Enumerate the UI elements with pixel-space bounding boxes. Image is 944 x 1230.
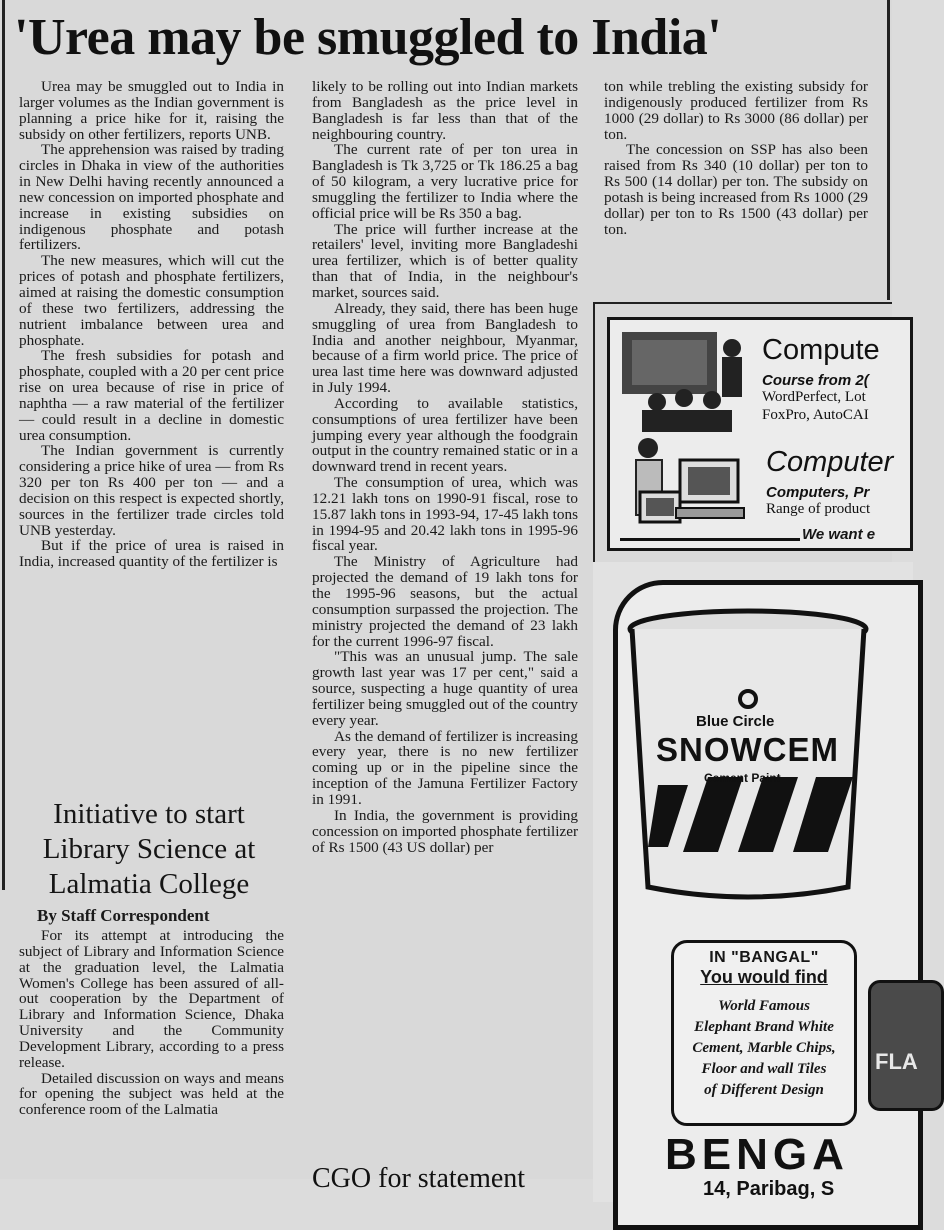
- box-subheading: You would find: [700, 967, 828, 987]
- story-paragraph: ton while trebling the existing subsidy for indigenously produced fertilizer from Rs 1000 (29 dollar) to Rs 3000 (86 dollar) per ton.: [604, 78, 868, 143]
- right-border-rule: [887, 0, 890, 300]
- story-paragraph: For its attempt at introducing the subject of Library and Information Science at the graduation level, the Lalmatia Women's College has been assured of all-out cooperation by the Department of Library and Information Science, Dhaka University and the Community Development Library, according to a press release.: [19, 927, 284, 1071]
- story-paragraph: Already, they said, there has been huge smuggling of urea from Bangladesh to India and another neighbour, Myanmar, because of a firm world price. The price of urea last time here was downward adjusted in July 1994.: [312, 299, 578, 397]
- story-paragraph: But if the price of urea is raised in India, increased quantity of the fertilizer is: [19, 537, 284, 571]
- ad-software-line: WordPerfect, Lot: [762, 389, 866, 405]
- side-label: FLA: [875, 1049, 918, 1074]
- story-paragraph: The fresh subsidies for potash and phosphate, coupled with a 20 per cent price rise on urea because of rise in price of naphtha — a raw material of the fertilizer — could result in a decline in domestic urea consumption.: [19, 347, 284, 444]
- story-paragraph: The new measures, which will cut the prices of potash and phosphate fertilizers, aimed at raising the domestic consumption of these two fertilizers, addressing the nutrient imbalance between urea and phosphate.: [19, 252, 284, 349]
- box-items: [674, 996, 854, 1101]
- shop-name: BENGA: [665, 1130, 849, 1179]
- byline: By Staff Correspondent: [37, 906, 210, 925]
- story-bottom-rule: [593, 302, 892, 304]
- brand-subtitle: Cement Paint: [704, 771, 781, 785]
- story-paragraph: Detailed discussion on ways and means for opening the subject was held at the conference room of the Lalmatia: [19, 1069, 284, 1119]
- box-item: Cement, Marble Chips,: [692, 1040, 836, 1056]
- ad-title: Compute: [762, 334, 880, 366]
- shop-address: 14, Paribag, S: [703, 1178, 835, 1200]
- story-paragraph: The Ministry of Agriculture had projected the demand of 19 lakh tons for the 1995-96 seasons, but the actual consumption surpassed the projection. The ministry projected the demand of 23 lakh for the current 1996-97 fiscal.: [312, 553, 578, 650]
- brand-top: Blue Circle: [696, 713, 775, 730]
- box-item: World Famous: [718, 998, 810, 1014]
- story-paragraph: The apprehension was raised by trading circles in Dhaka in view of the authorities in New Delhi having recently announced a new concession on imported phosphate and increase in existing subsidies on indigenous phosphate and potash fertilizers.: [19, 141, 284, 254]
- box-item: Floor and wall Tiles: [701, 1061, 827, 1077]
- story-paragraph: The consumption of urea, which was 12.21 lakh tons on 1990-91 fiscal, rose to 15.87 lakh tons in 1993-94, 17-45 lakh tons in 1994-95 and 20.42 lakh tons in 1995-96 fiscal year.: [312, 474, 578, 555]
- computer-illustration: [618, 434, 758, 534]
- ad-title-2: Computer: [766, 446, 894, 478]
- story-paragraph: The price will further increase at the retailers' level, inviting more Bangladeshi urea fertilizer, which is of better quality than that of India, in the neighbour's market, sources said.: [312, 220, 578, 301]
- story-paragraph: As the demand of fertilizer is increasing every year, there is no new fertilizer coming up or in the pipeline since the inception of the Jamuna Fertilizer Factory in 1991.: [312, 727, 578, 808]
- box-item: of Different Design: [704, 1082, 824, 1098]
- story-paragraph: According to available statistics, consumptions of urea fertilizer have been jumping every year although the foodgrain output in the country remained static or in a downward trend in recent years.: [312, 394, 578, 476]
- side-box: [868, 980, 944, 1111]
- story-column-2: [312, 79, 578, 855]
- tagline-rule: [620, 538, 800, 541]
- library-story-body: [19, 928, 284, 1118]
- computer-ad: [607, 317, 913, 551]
- next-story-headline: CGO for statement: [312, 1163, 526, 1194]
- story-paragraph: Urea may be smuggled out to India in larger volumes as the Indian government is planning a price hike for it, raising the subsidy on other fertilizers, reports UNB.: [19, 78, 284, 143]
- library-headline: Initiative to start Library Science at Lalmatia College: [42, 798, 256, 900]
- cement-ad: [593, 562, 918, 1202]
- story-paragraph: The Indian government is currently considering a price hike of urea — from Rs 320 per ton Rs 400 per ton — and a decision on this respect is expected shortly, sources in the fertilizer trade circles told UNB yesterday.: [19, 442, 284, 539]
- story-column-1: [19, 79, 284, 570]
- story-paragraph: In India, the government is providing concession on imported phosphate fertilizer of Rs 1500 (43 US dollar) per: [312, 806, 578, 856]
- story-paragraph: "This was an unusual jump. The sale growth last year was 17 per cent," said a source, suspecting a huge quantity of urea fertilizer being smuggled out of the country every year.: [312, 648, 578, 729]
- classroom-illustration: [622, 332, 752, 432]
- ad-course-line: Course from 2(: [762, 372, 869, 389]
- ad-software-line: FoxPro, AutoCAI: [762, 407, 869, 423]
- main-headline: 'Urea may be smuggled to India': [14, 9, 722, 66]
- left-border-rule: [2, 0, 5, 890]
- story-paragraph: likely to be rolling out into Indian markets from Bangladesh as the price level in Bangladesh is far less than that of the neighbouring country.: [312, 78, 578, 143]
- box-heading: IN "BANGAL": [709, 949, 819, 966]
- ad-products-line: Range of product: [766, 501, 871, 517]
- story-paragraph: The concession on SSP has also been raised from Rs 340 (10 dollar) per ton to Rs 500 (14 dollar) per ton. The subsidy on potash is being increased from Rs 1000 (29 dollar) per ton to Rs 1500 (43 dollar) per ton.: [604, 141, 868, 238]
- story-column-3: [604, 79, 868, 237]
- brand-name: SNOWCEM: [656, 731, 839, 768]
- ad-tagline: We want e: [802, 526, 876, 543]
- ad-subtitle-line: Computers, Pr: [766, 484, 870, 501]
- box-item: Elephant Brand White: [694, 1019, 834, 1035]
- story-paragraph: The current rate of per ton urea in Bangladesh is Tk 3,725 or Tk 186.25 a bag of 50 kilogram, a very lucrative price for smuggling the fertilizer to India where the official price will be Rs 350 a bag.: [312, 141, 578, 222]
- bangal-info-box: [671, 940, 857, 1126]
